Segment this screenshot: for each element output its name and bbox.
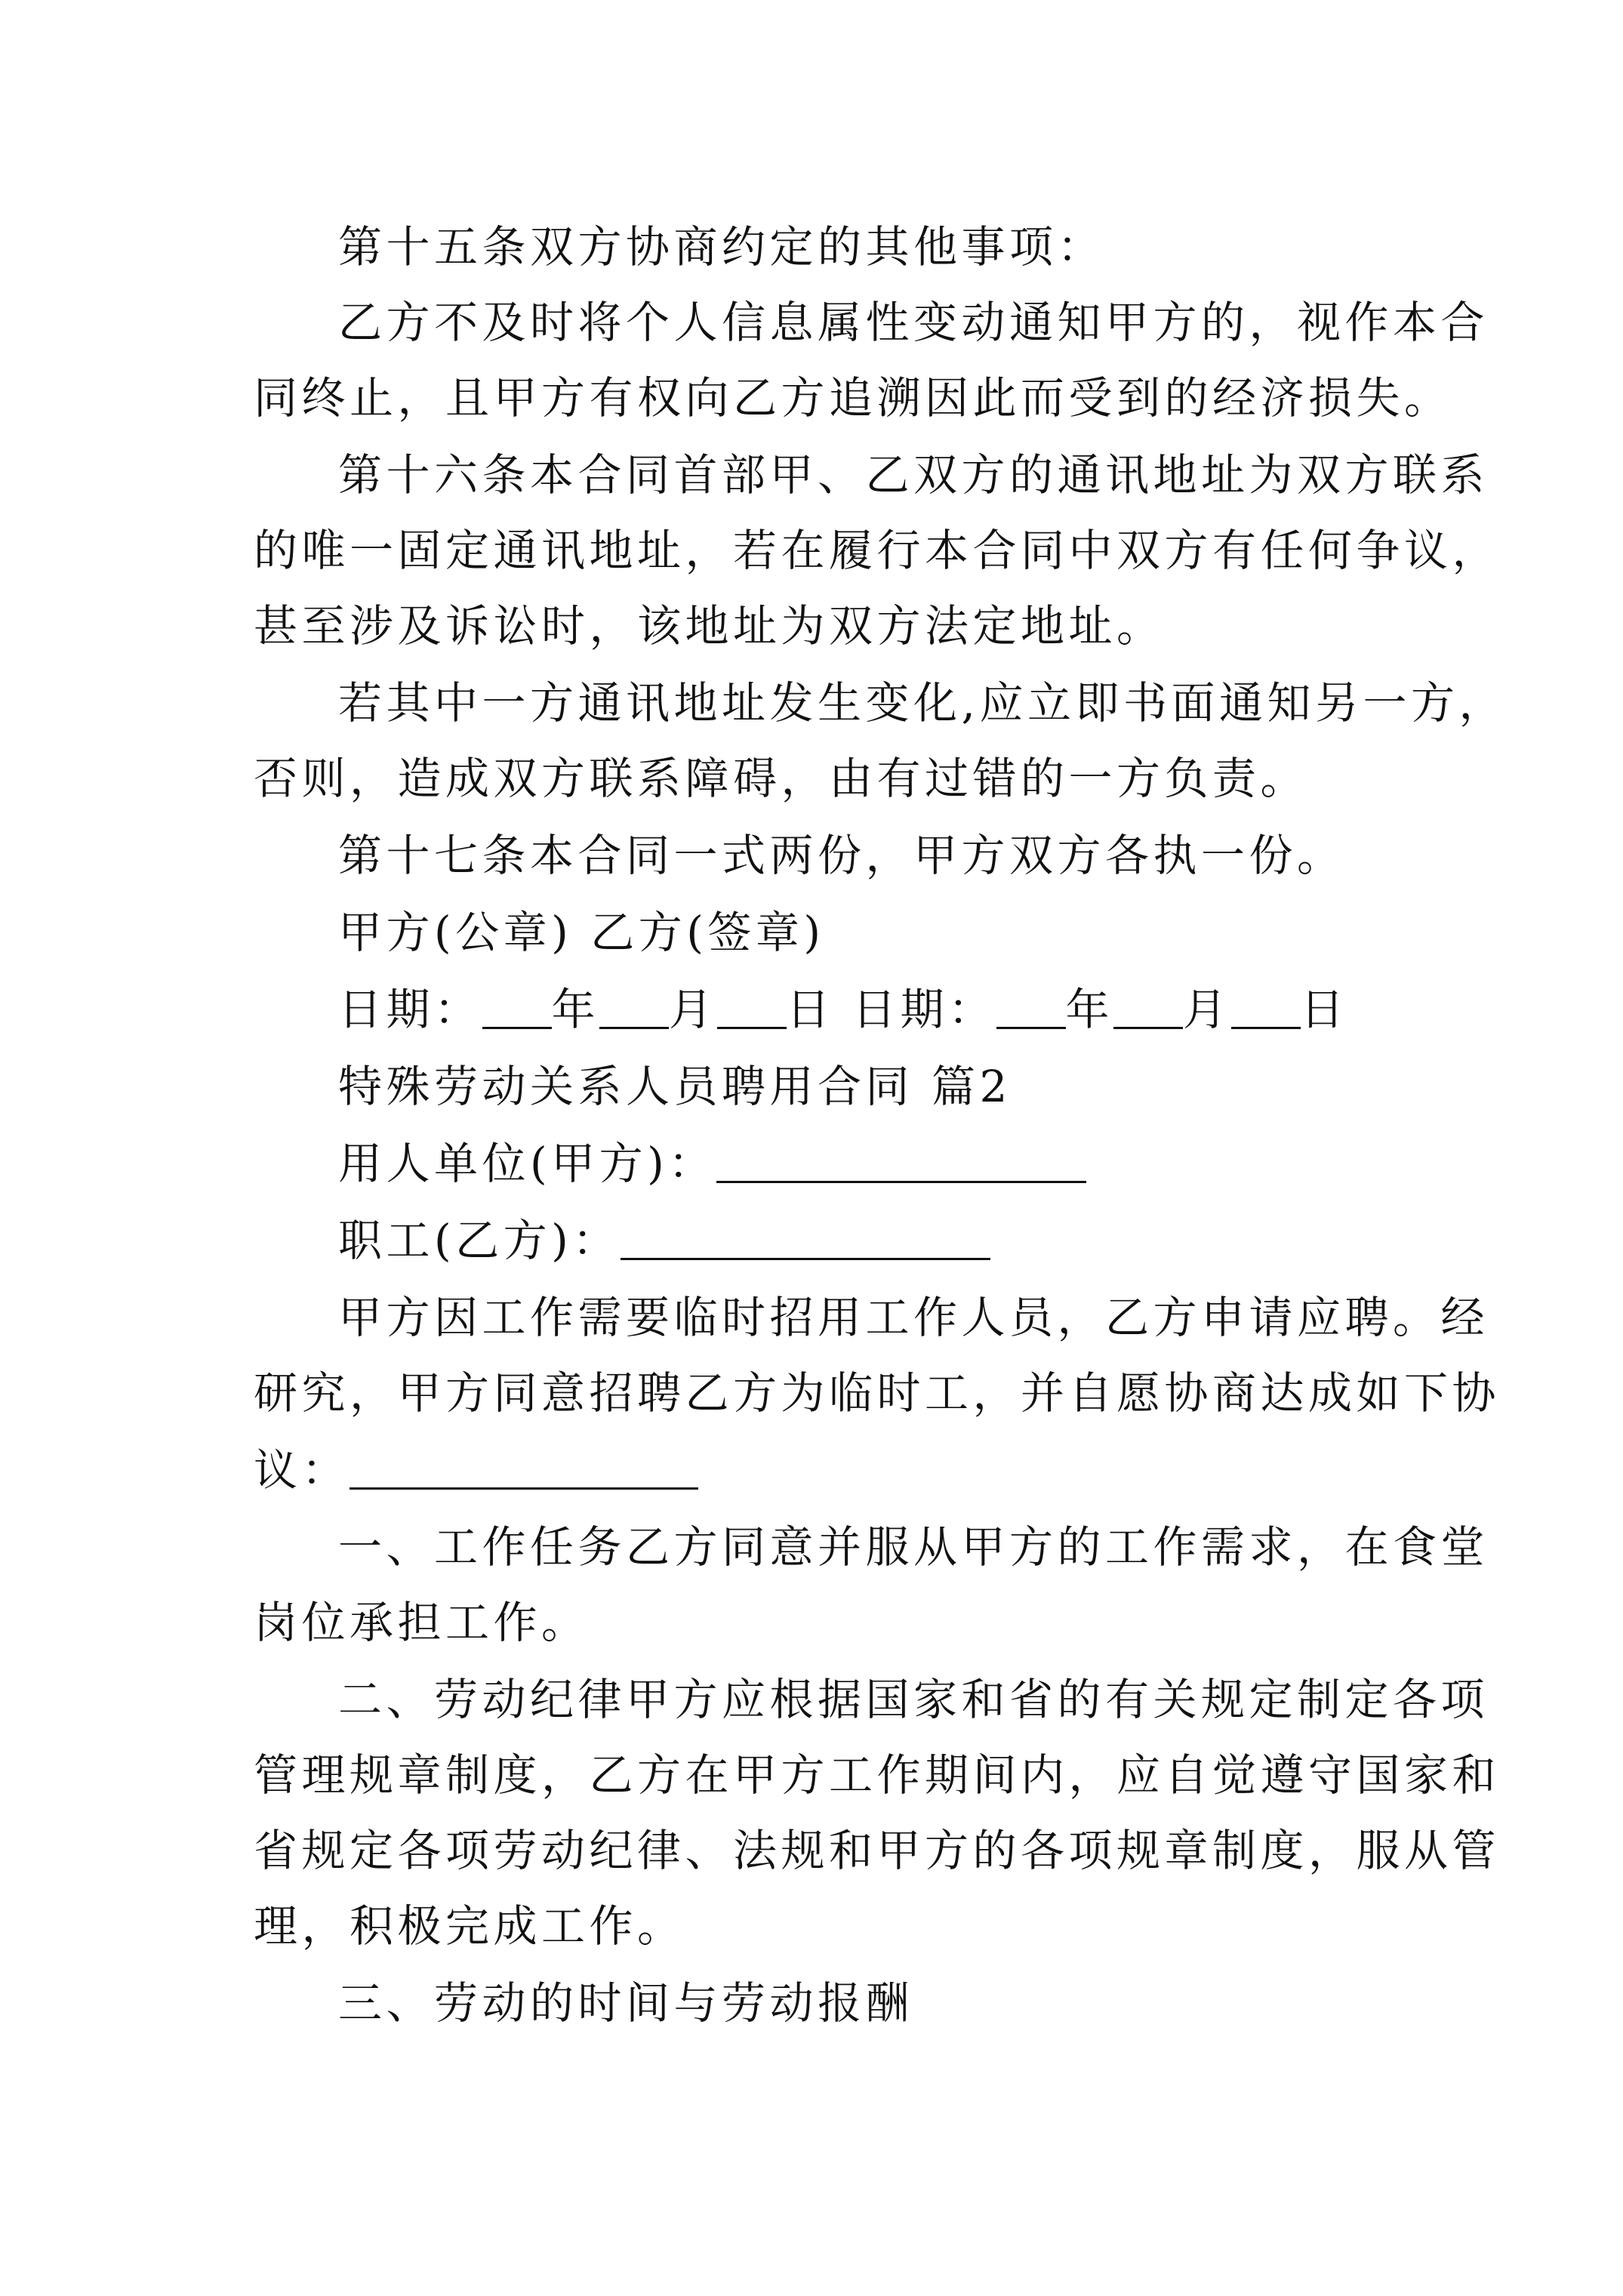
day-blank-1 <box>717 983 787 1029</box>
day-label-2: 日 <box>1300 984 1349 1035</box>
agreement-blank <box>350 1444 698 1490</box>
date-line <box>338 983 1348 1036</box>
employer-label: 用人单位(甲方)： <box>338 1138 716 1189</box>
date-label-2: 日期： <box>852 984 996 1035</box>
month-blank-1 <box>599 983 669 1029</box>
clause-15-heading: 第十五条双方协商约定的其他事项： <box>338 221 1106 273</box>
intro-line-3 <box>254 1444 698 1496</box>
clause-17: 第十七条本合同一式两份，甲方双方各执一份。 <box>338 830 1345 881</box>
contract-title-2: 特殊劳动关系人员聘用合同 篇2 <box>338 1061 1012 1112</box>
clause-15-text-line-2: 同终止，且甲方有权向乙方追溯因此而受到的经济损失。 <box>254 372 1452 424</box>
address-change-line-1: 若其中一方通讯地址发生变化,应立即书面通知另一方， <box>338 677 1507 729</box>
employee-blank <box>621 1214 990 1260</box>
section-1-line-1: 一、工作任务乙方同意并服从甲方的工作需求，在食堂 <box>338 1521 1489 1573</box>
intro-line-2: 研究，甲方同意招聘乙方为临时工，并自愿协商达成如下协 <box>254 1367 1501 1419</box>
section-1-line-2: 岗位承担工作。 <box>254 1597 590 1648</box>
agreement-label: 议： <box>254 1444 350 1496</box>
clause-16-line-3: 甚至涉及诉讼时，该地址为双方法定地址。 <box>254 600 1165 652</box>
clause-16-line-1: 第十六条本合同首部甲、乙双方的通讯地址为双方联系 <box>338 449 1489 501</box>
year-label-2: 年 <box>1065 984 1114 1035</box>
year-blank-2 <box>996 983 1066 1029</box>
employee-line <box>338 1214 990 1267</box>
section-2-line-1: 二、劳动纪律甲方应根据国家和省的有关规定制定各项 <box>338 1674 1489 1725</box>
employee-label: 职工(乙方)： <box>338 1215 621 1266</box>
signature-parties: 甲方(公章) 乙方(签章) <box>338 907 825 958</box>
date-label-1: 日期： <box>338 984 482 1035</box>
employer-line <box>338 1137 1086 1190</box>
month-label-2: 月 <box>1183 984 1231 1035</box>
day-blank-2 <box>1231 983 1301 1029</box>
intro-line-1: 甲方因工作需要临时招用工作人员，乙方申请应聘。经 <box>338 1292 1489 1343</box>
clause-16-line-2: 的唯一固定通讯地址，若在履行本合同中双方有任何争议， <box>254 525 1501 576</box>
employer-blank <box>716 1137 1086 1183</box>
section-2-line-3: 省规定各项劳动纪律、法规和甲方的各项规章制度，服从管 <box>254 1825 1501 1876</box>
year-blank-1 <box>482 983 552 1029</box>
clause-15-text-line-1: 乙方不及时将个人信息属性变动通知甲方的，视作本合 <box>338 297 1489 348</box>
month-blank-2 <box>1113 983 1183 1029</box>
section-3-heading: 三、劳动的时间与劳动报酬 <box>338 1977 914 2029</box>
section-2-line-4: 理，积极完成工作。 <box>254 1900 685 1952</box>
address-change-line-2: 否则，造成双方联系障碍，由有过错的一方负责。 <box>254 753 1309 804</box>
month-label-1: 月 <box>669 984 717 1035</box>
day-label-1: 日 <box>786 984 852 1035</box>
section-2-line-2: 管理规章制度，乙方在甲方工作期间内，应自觉遵守国家和 <box>254 1749 1501 1801</box>
year-label-1: 年 <box>551 984 600 1035</box>
